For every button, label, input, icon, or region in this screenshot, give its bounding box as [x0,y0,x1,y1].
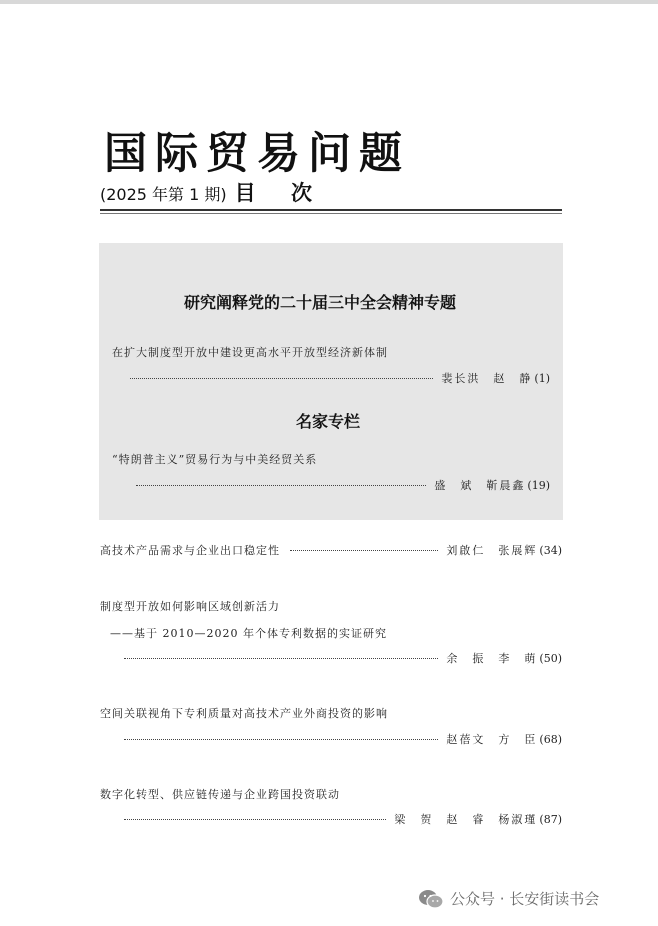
toc-authors: 梁 贺 赵 睿 杨淑瑾 [394,813,538,826]
toc-article-subtitle: ——基于 2010—2020 年个体专利数据的实证研究 [110,627,387,640]
expert-column-heading: 名家专栏 [296,412,361,431]
toc-article-title[interactable]: 数字化转型、供应链传递与企业跨国投资联动 [100,788,340,801]
toc-entry-line [100,542,562,558]
leader-dots [124,819,386,820]
toc-entry-line [124,811,562,827]
journal-title: 国际贸易问题 [104,129,410,179]
toc-entry-line [136,477,550,493]
toc-page-number[interactable]: (87) [539,812,562,826]
toc-article-title[interactable]: “特朗普主义”贸易行为与中美经贸关系 [112,453,318,466]
leader-dots [290,550,438,551]
issue-line [100,177,326,207]
toc-page-number[interactable]: (50) [539,651,562,665]
leader-dots [124,739,438,740]
issue-number: (2025 年第 1 期) [100,185,227,204]
toc-article-title[interactable]: 高技术产品需求与企业出口稳定性 [100,544,280,557]
toc-authors: 刘啟仁 张展辉 [446,544,538,557]
toc-page-number[interactable]: (1) [534,371,550,385]
toc-page-number[interactable]: (68) [539,732,562,746]
toc-page-number[interactable]: (34) [539,543,562,557]
leader-dots [136,485,426,486]
toc-authors: 赵蓓文 方 臣 [446,733,538,746]
leader-dots [124,658,438,659]
toc-entry-line [124,731,562,747]
toc-article-title[interactable]: 在扩大制度型开放中建设更高水平开放型经济新体制 [112,346,388,359]
toc-authors: 裴长洪 赵 静 [441,372,533,385]
toc-entry-line [130,370,550,386]
toc-authors: 盛 斌 靳晨鑫 [434,479,526,492]
toc-article-title[interactable]: 空间关联视角下专利质量对高技术产业外商投资的影响 [100,707,388,720]
wechat-icon [418,889,444,909]
toc-entry-line [124,650,562,666]
special-section-heading: 研究阐释党的二十届三中全会精神专题 [184,293,457,312]
watermark-text: 公众号 · 长安街读书会 [450,890,600,908]
leader-dots [130,378,433,379]
contents-label: 目 次 [234,181,326,205]
watermark [418,888,599,909]
toc-page-number[interactable]: (19) [527,478,550,492]
header-rule-thin [100,213,562,214]
top-border [0,0,658,4]
toc-authors: 余 振 李 萌 [446,652,538,665]
header-rule-thick [100,209,562,211]
toc-article-title[interactable]: 制度型开放如何影响区域创新活力 [100,600,280,613]
